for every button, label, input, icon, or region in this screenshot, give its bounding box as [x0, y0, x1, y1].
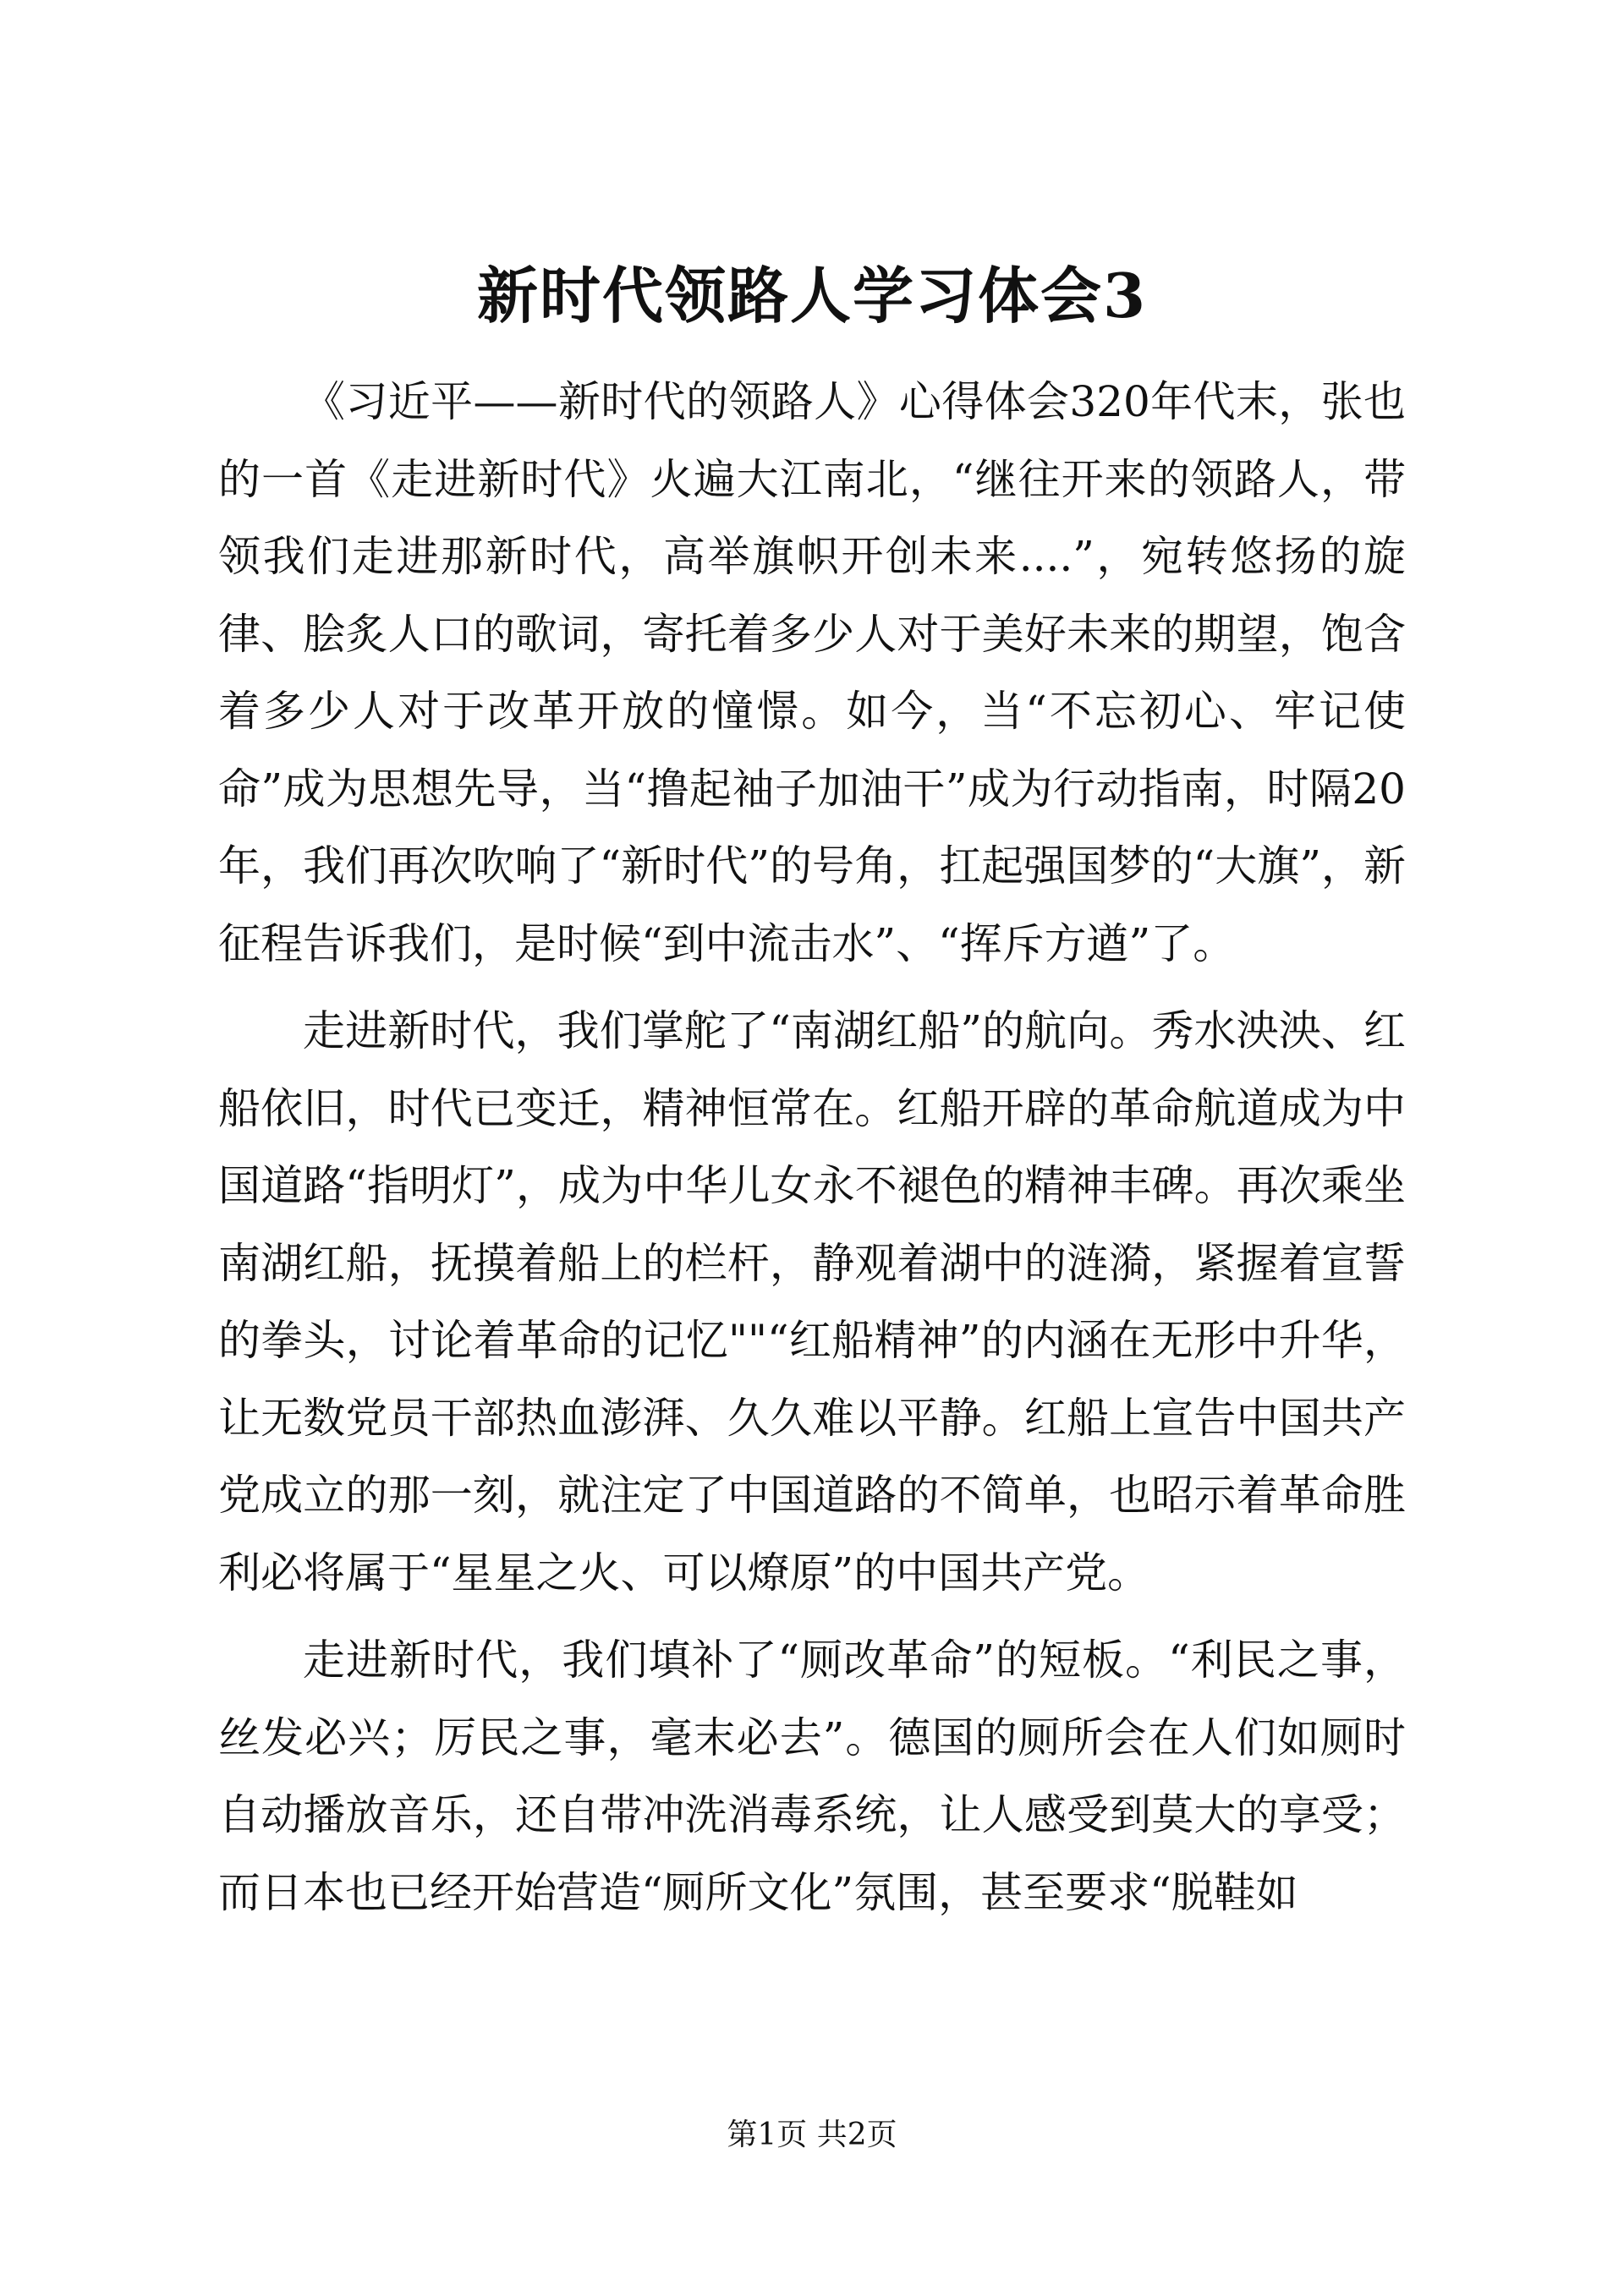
paragraph-1: 《习近平——新时代的领路人》心得体会320年代末，张也的一首《走进新时代》火遍大江南北，“继往开来的领路人，带领我们走进那新时代，高举旗帜开创未来....”，宛转悠扬的旋律、脍炙人口的歌词，寄托着多少人对于美好未来的期望，饱含着多少人对于改革开放的憧憬。如今，当“不忘初心、牢记使命”成为思想先导，当“撸起袖子加油干”成为行动指南，时隔20年，我们再次吹响了“新时代”的号角，扛起强国梦的“大旗”，新征程告诉我们，是时候“到中流击水”、“挥斥方遒”了。 — [218, 377, 1406, 968]
document-title: 新时代领路人学习体会3 — [476, 260, 1148, 332]
paragraph-2: 走进新时代，我们掌舵了“南湖红船”的航向。秀水泱泱、红船依旧，时代已变迁，精神恒常在。红船开辟的革命航道成为中国道路“指明灯”，成为中华儿女永不褪色的精神丰碑。再次乘坐南湖红船，抚摸着船上的栏杆，静观着湖中的涟漪，紧握着宣誓的拳头，讨论着革命的记忆""“红船精神”的内涵在无形中升华，让无数党员干部热血澎湃、久久难以平静。红船上宣告中国共产党成立的那一刻，就注定了中国道路的不简单，也昭示着革命胜利必将属于“星星之火、可以燎原”的中国共产党。 — [218, 1006, 1406, 1597]
page-number-footer: 第1页 共2页 — [727, 2118, 897, 2152]
document-body — [218, 364, 1406, 1932]
paragraph-3: 走进新时代，我们填补了“厕改革命”的短板。“利民之事，丝发必兴；厉民之事，毫末必去”。德国的厕所会在人们如厕时自动播放音乐，还自带冲洗消毒系统，让人感受到莫大的享受；而日本也已经开始营造“厕所文化”氛围，甚至要求“脱鞋如 — [218, 1636, 1406, 1917]
